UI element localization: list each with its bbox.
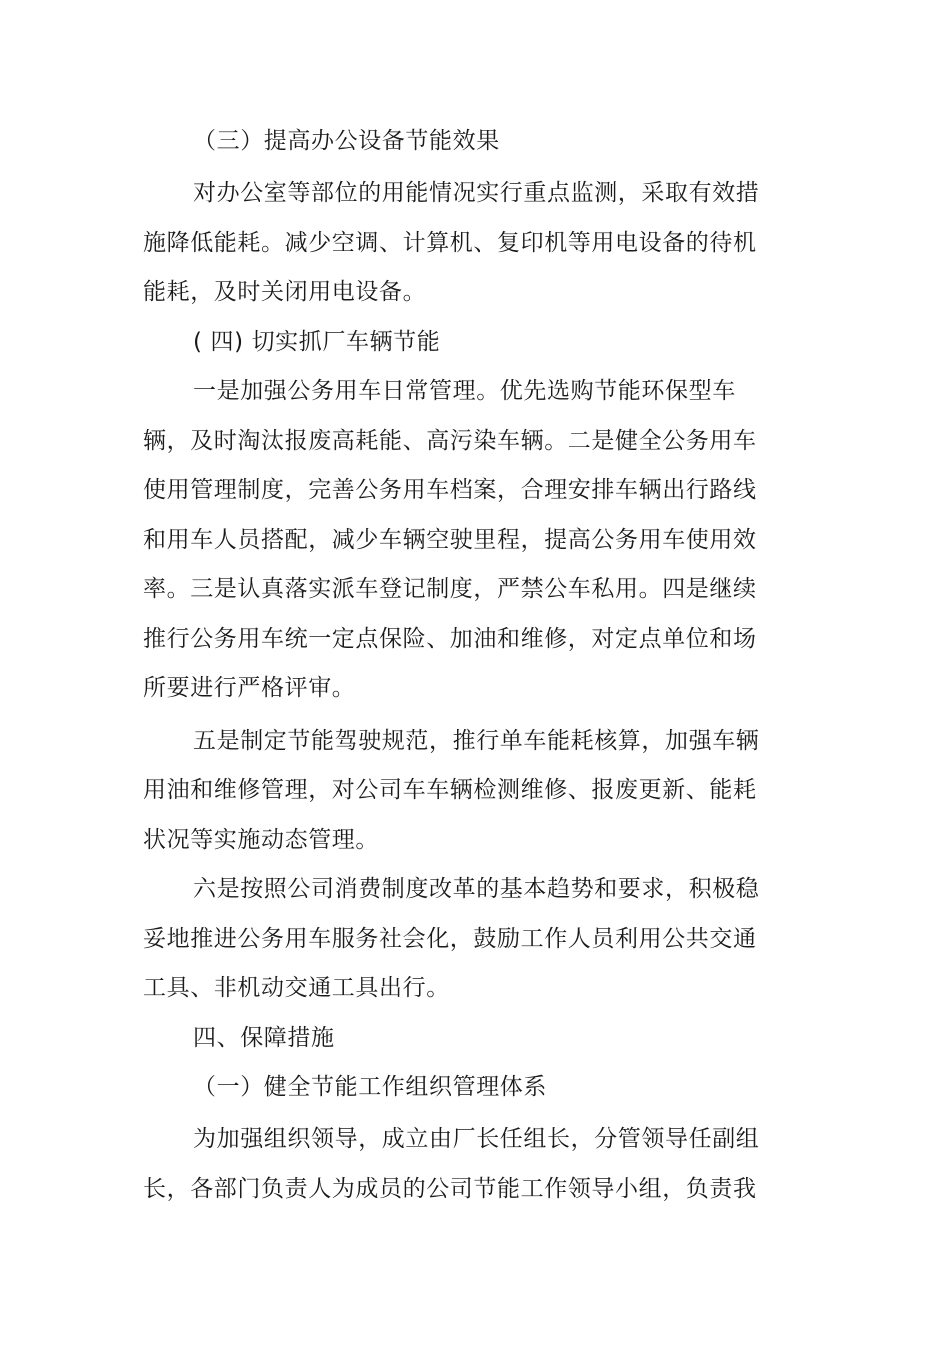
paragraph-line: 一是加强公务用车日常管理。优先选购节能环保型车: [193, 378, 736, 404]
paragraph-line: 对办公室等部位的用能情况实行重点监测，采取有效措: [193, 180, 760, 206]
paragraph-line: 率。三是认真落实派车登记制度，严禁公车私用。四是继续: [143, 576, 757, 602]
paragraph-line: 用油和维修管理，对公司车车辆检测维修、报废更新、能耗: [143, 777, 757, 803]
paragraph-line: 状况等实施动态管理。: [143, 827, 379, 853]
section-heading-4: ( 四) 切实抓厂车辆节能: [193, 329, 441, 355]
section-heading-3: （三）提高办公设备节能效果: [193, 128, 500, 154]
paragraph-line: 长，各部门负责人为成员的公司节能工作领导小组，负责我: [143, 1176, 757, 1202]
paragraph-line: 所要进行严格评审。: [143, 675, 356, 701]
paragraph-line: 妥地推进公务用车服务社会化，鼓励工作人员利用公共交通: [143, 926, 757, 952]
section-heading-1: （一）健全节能工作组织管理体系: [193, 1074, 547, 1100]
paragraph-line: 使用管理制度，完善公务用车档案，合理安排车辆出行路线: [143, 477, 757, 503]
section-heading-measures: 四、保障措施: [193, 1025, 335, 1051]
paragraph-line: 施降低能耗。减少空调、计算机、复印机等用电设备的待机: [143, 230, 757, 256]
paragraph-line: 为加强组织领导，成立由厂长任组长，分管领导任副组: [193, 1126, 760, 1152]
paragraph-line: 能耗，及时关闭用电设备。: [143, 279, 427, 305]
paragraph-line: 和用车人员搭配，减少车辆空驶里程，提高公务用车使用效: [143, 527, 757, 553]
paragraph-line: 辆，及时淘汰报废高耗能、高污染车辆。二是健全公务用车: [143, 428, 757, 454]
paragraph-line: 推行公务用车统一定点保险、加油和维修，对定点单位和场: [143, 626, 757, 652]
paragraph-line: 六是按照公司消费制度改革的基本趋势和要求，积极稳: [193, 876, 760, 902]
paragraph-line: 工具、非机动交通工具出行。: [143, 975, 450, 1001]
paragraph-line: 五是制定节能驾驶规范，推行单车能耗核算，加强车辆: [193, 728, 760, 754]
